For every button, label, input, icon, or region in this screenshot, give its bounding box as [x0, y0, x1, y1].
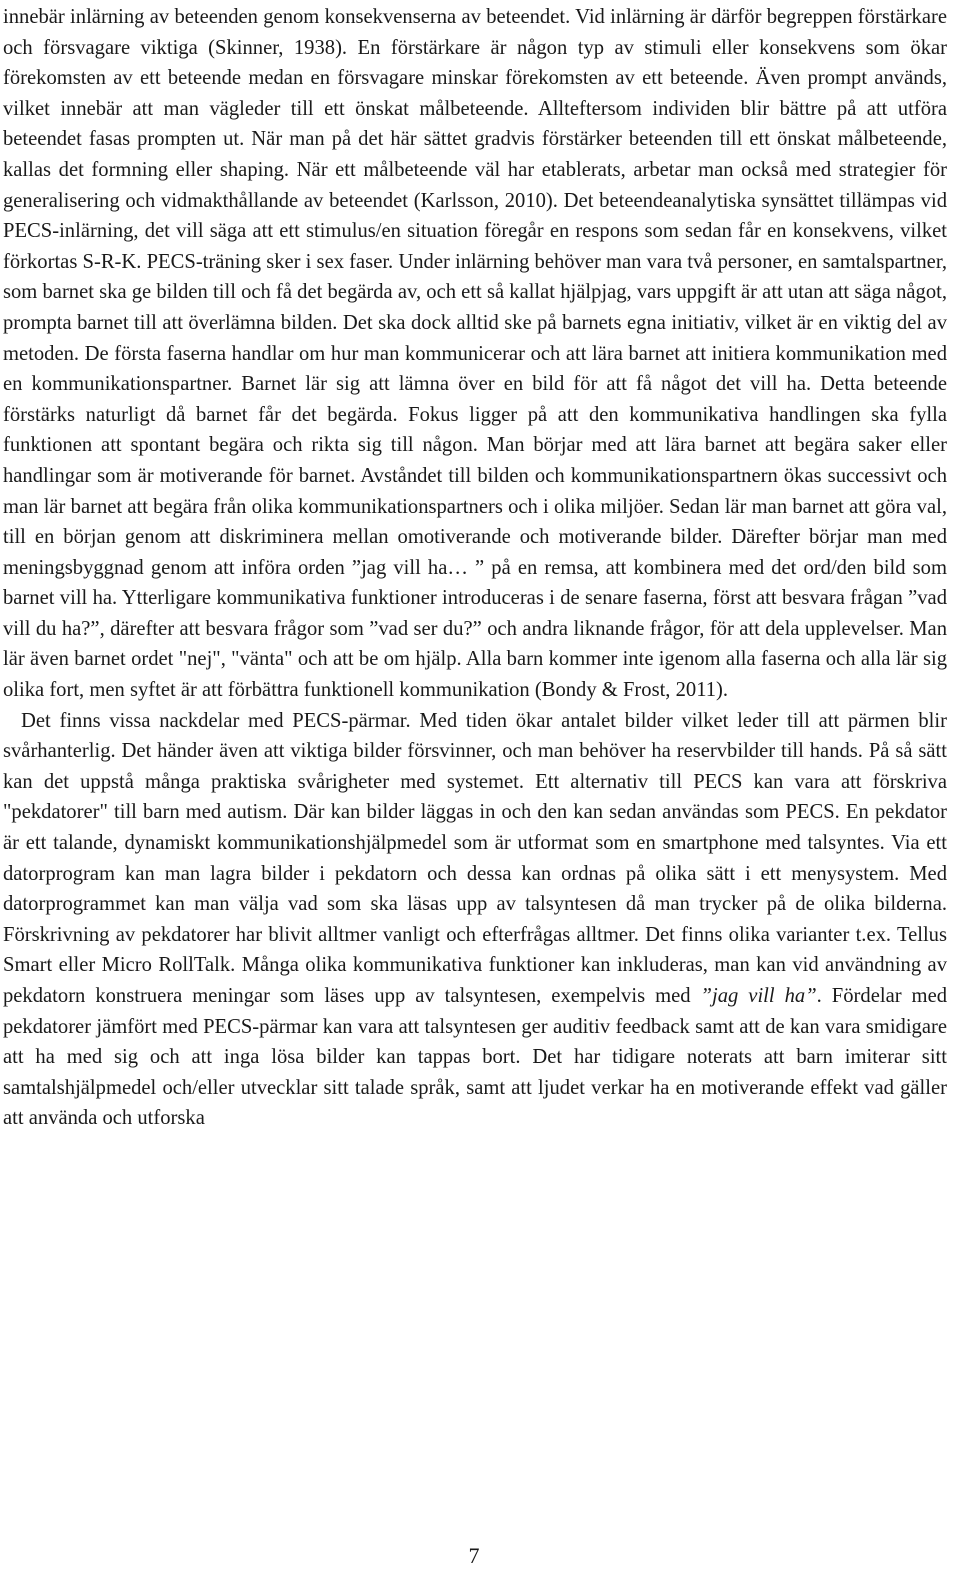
page-number: 7: [468, 1543, 480, 1568]
paragraph-2-italic-phrase: ”jag vill ha”: [700, 985, 817, 1007]
paragraph-2-text-end: . Fördelar med pekdatorer jämfört med PECS-pärmar kan vara att talsyntesen ger auditiv feedback samt att de kan vara smidigare att ha med sig och att inga lösa bilder kan tappas bort. Det har tidigare noterats att barn imiterar sitt samtalshjälpmedel och/eller utvecklar sitt talade språk, samt att ljudet verkar ha en motiverande effekt vad gäller att använda och utforska: [3, 985, 948, 1130]
document-page: [3, 2, 947, 1134]
paragraph-2: [3, 706, 947, 1134]
paragraph-2-text-start: Det finns vissa nackdelar med PECS-pärmar. Med tiden ökar antalet bilder vilket leder till att pärmen blir svårhanterlig. Det händer även att viktiga bilder försvinner, och man behöver ha reservbilder till hands. På så sätt kan det uppstå många praktiska svårigheter med systemet. Ett alternativ till PECS kan vara att förskriva "pekdatorer" till barn med autism. Där kan bilder läggas in och den kan sedan användas som PECS. En pekdator är ett talande, dynamiskt kommunikationshjälpmedel som är utformat som en smartphone med talsyntes. Via ett datorprogram kan man lagra bilder i pekdatorn och dessa kan ordnas på olika sätt i ett menysystem. Med datorprogrammet kan man välja vad som ska läsas upp av talsyntesen då man trycker på de olika bilderna. Förskrivning av pekdatorer har blivit alltmer vanligt och efterfrågas alltmer. Det finns olika varianter t.ex. Tellus Smart eller Micro RollTalk. Många olika kommunikativa funktioner kan inkluderas, man kan vid användning av pekdatorn konstruera meningar som läses upp av talsyntesen, exempelvis med: [3, 709, 947, 1007]
paragraph-1: innebär inlärning av beteenden genom konsekvenserna av beteendet. Vid inlärning är därför begreppen förstärkare och försvagare viktiga (Skinner, 1938). En förstärkare är någon typ av stimuli eller konsekvens som ökar förekomsten av ett beteende medan en försvagare minskar förekomsten av ett beteende. Även prompt används, vilket innebär att man vägleder till ett önskat målbeteende. Allteftersom individen blir bättre på att utföra beteendet fasas prompten ut. När man på det här sättet gradvis förstärker beteenden till ett önskat målbeteende, kallas det formning eller shaping. När ett målbeteende väl har etablerats, arbetar man också med strategier för generalisering och vidmakthållande av beteendet (Karlsson, 2010). Det beteendeanalytiska synsättet tillämpas vid PECS-inlärning, det vill säga att ett stimulus/en situation föregår en respons som sedan får en konsekvens, vilket förkortas S-R-K. PECS-träning sker i sex faser. Under inlärning behöver man vara två personer, en samtalspartner, som barnet ska ge bilden till och få det begärda av, och ett så kallat hjälpjag, vars uppgift är att utan att säga något, prompta barnet till att överlämna bilden. Det ska dock alltid ske på barnets egna initiativ, vilket är en viktig del av metoden. De första faserna handlar om hur man kommunicerar och att lära barnet att initiera kommunikation med en kommunikationspartner. Barnet lär sig att lämna över en bild för att få något det vill ha. Detta beteende förstärks naturligt då barnet får det begärda. Fokus ligger på att den kommunikativa handlingen ska fylla funktionen att spontant begära och rikta sig till någon. Man börjar med att lära barnet att begära saker eller handlingar som är motiverande för barnet. Avståndet till bilden och kommunikationspartnern ökas successivt och man lär barnet att begära från olika kommunikationspartners och i olika miljöer. Sedan lär man barnet att göra val, till en början genom att diskriminera mellan omotiverande och motiverande bilder. Därefter börjar man med meningsbyggnad genom att införa orden ”jag vill ha… ” på en remsa, att kombinera med det ord/den bild som barnet vill ha. Ytterligare kommunikativa funktioner introduceras i de senare faserna, först att besvara frågan ”vad vill du ha?”, därefter att besvara frågor som ”vad ser du?” och andra liknande frågor, för att dela upplevelser. Man lär även barnet ordet "nej", "vänta" och att be om hjälp. Alla barn kommer inte igenom alla faserna och alla lär sig olika fort, men syftet är att förbättra funktionell kommunikation (Bondy & Frost, 2011).: [3, 6, 947, 702]
